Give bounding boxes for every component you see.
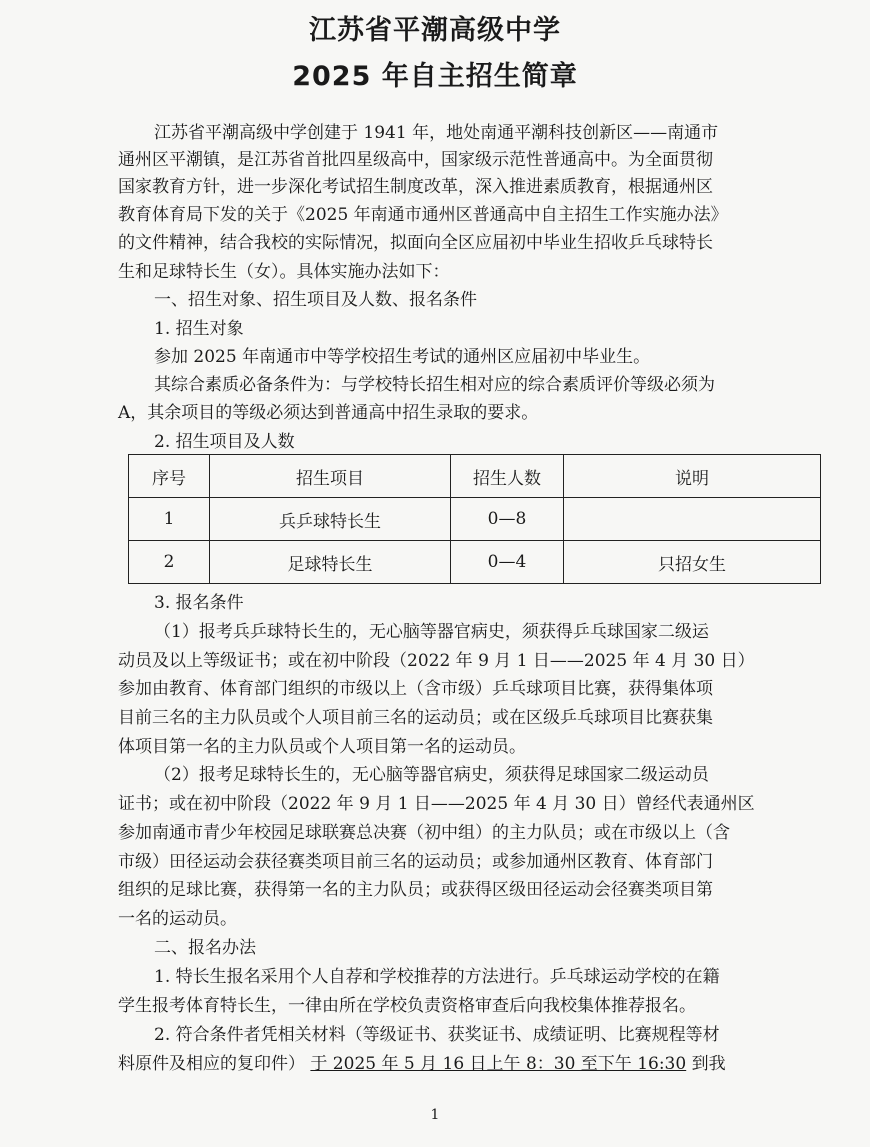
- section-heading: 一、招生对象、招生项目及人数、报名条件: [154, 290, 477, 310]
- underlined-date-range: 于 2025 年 5 月 16 日上午 8：30 至下午 16:30: [310, 1054, 687, 1074]
- intro-line: 生和足球特长生（女）。具体实施办法如下：: [118, 262, 450, 282]
- paragraph-line: （1）报考兵乒球特长生的，无心脑等器官病史，须获得乒乓球国家二级运: [154, 622, 709, 642]
- subsection-heading: 3. 报名条件: [154, 593, 244, 613]
- table-cell: [564, 498, 821, 541]
- table-cell: 兵乒球特长生: [210, 498, 451, 541]
- paragraph-line: A，其余项目的等级必须达到普通高中招生录取的要求。: [118, 403, 539, 423]
- intro-line: 教育体育局下发的关于《2025 年南通市通州区普通高中自主招生工作实施办法》: [118, 205, 728, 225]
- paragraph-line: 一名的运动员。: [118, 909, 237, 929]
- paragraph-line: 参加南通市青少年校园足球联赛总决赛（初中组）的主力队员；或在市级以上（含: [118, 823, 730, 843]
- paragraph-line: 学生报考体育特长生，一律由所在学校负责资格审查后向我校集体推荐报名。: [118, 996, 696, 1016]
- paragraph-line: 1. 特长生报名采用个人自荐和学校推荐的方法进行。乒乓球运动学校的在籍: [154, 967, 720, 987]
- paragraph-line: 参加 2025 年南通市中等学校招生考试的通州区应届初中毕业生。: [154, 347, 651, 367]
- table-header: 招生项目: [210, 455, 451, 498]
- intro-line: 通州区平潮镇，是江苏省首批四星级高中，国家级示范性普通高中。为全面贯彻: [118, 150, 713, 170]
- paragraph-line: 市级）田径运动会获径赛类项目前三名的运动员；或参加通州区教育、体育部门: [118, 852, 713, 872]
- paragraph-line: 体项目第一名的主力队员或个人项目第一名的运动员。: [118, 737, 526, 757]
- text-run: 料原件及相应的复印件）: [118, 1054, 305, 1074]
- paragraph-line: 参加由教育、体育部门组织的市级以上（含市级）乒乓球项目比赛，获得集体项: [118, 679, 713, 699]
- table-cell: 2: [129, 541, 210, 584]
- table-header: 招生人数: [451, 455, 564, 498]
- section-heading: 二、报名办法: [154, 938, 256, 958]
- page-number: 1: [430, 1107, 440, 1123]
- subsection-heading: 1. 招生对象: [154, 319, 244, 339]
- intro-line: 江苏省平潮高级中学创建于 1941 年，地处南通平潮科技创新区——南通市: [154, 123, 719, 143]
- intro-line: 的文件精神，结合我校的实际情况，拟面向全区应届初中毕业生招收乒乓球特长: [118, 233, 713, 253]
- paragraph-line: 其综合素质必备条件为：与学校特长招生相对应的综合素质评价等级必须为: [154, 375, 715, 395]
- table-cell: 足球特长生: [210, 541, 451, 584]
- paragraph-line: 证书；或在初中阶段（2022 年 9 月 1 日——2025 年 4 月 30 日）曾经代表通州区: [118, 794, 755, 814]
- paragraph-line: 目前三名的主力队员或个人项目前三名的运动员；或在区级乒乓球项目比赛获集: [118, 708, 713, 728]
- paragraph-line: [118, 1053, 726, 1075]
- paragraph-line: 组织的足球比赛，获得第一名的主力队员；或获得区级田径运动会径赛类项目第: [118, 880, 713, 900]
- table-header: 说明: [564, 455, 821, 498]
- table-header: 序号: [129, 455, 210, 498]
- table-header-row: [129, 455, 821, 498]
- subsection-heading: 2. 招生项目及人数: [154, 432, 295, 452]
- document-title: 江苏省平潮高级中学: [309, 15, 561, 46]
- paragraph-line: 2. 符合条件者凭相关材料（等级证书、获奖证书、成绩证明、比赛规程等材: [154, 1025, 720, 1045]
- text-run: 到我: [691, 1054, 726, 1074]
- paragraph-line: 动员及以上等级证书；或在初中阶段（2022 年 9 月 1 日——2025 年 4 月 30 日）: [118, 651, 755, 671]
- enrollment-table: [128, 454, 821, 584]
- table-cell: 0—4: [451, 541, 564, 584]
- table-row: [129, 498, 821, 541]
- paragraph-line: （2）报考足球特长生的，无心脑等器官病史，须获得足球国家二级运动员: [154, 765, 709, 785]
- intro-line: 国家教育方针，进一步深化考试招生制度改革，深入推进素质教育，根据通州区: [118, 177, 713, 197]
- table-cell: 0—8: [451, 498, 564, 541]
- table-cell: 1: [129, 498, 210, 541]
- table-row: [129, 541, 821, 584]
- table-cell: 只招女生: [564, 541, 821, 584]
- document-subtitle: 2025 年自主招生简章: [292, 61, 578, 92]
